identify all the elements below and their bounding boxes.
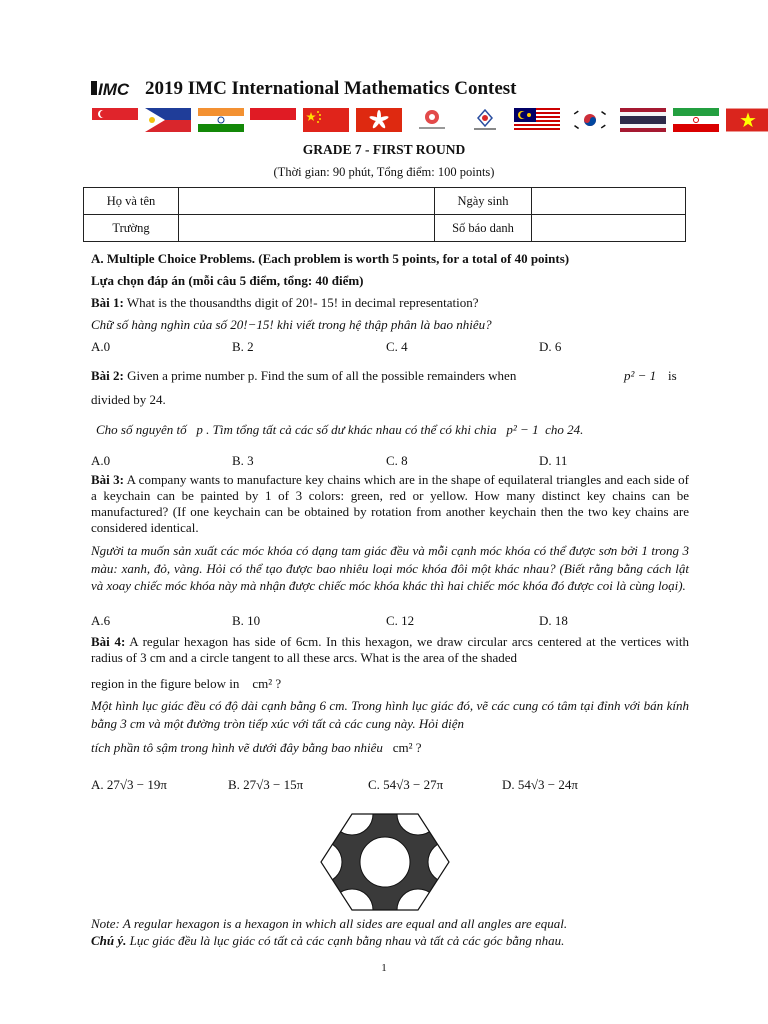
problem-4-option-d[interactable]: D. 54√3 − 24π <box>502 777 578 792</box>
problem-2-option-d[interactable]: D. 11 <box>539 453 568 468</box>
problem-4-option-b[interactable]: B. 27√3 − 15π <box>228 777 304 792</box>
hong-kong-china-emblem-icon <box>409 108 455 132</box>
iran-flag-icon <box>673 108 719 132</box>
problem-4-vi: Một hình lục giác đều có độ dài cạnh bằng 6 cm. Trong hình lục giác đó, vẽ các cung có tâm tại đỉnh với bán kính bằng 3 cm và một đường tròn tiếp xúc với tất cả các cung này. Hỏi diện <box>91 698 689 731</box>
name-field[interactable] <box>179 188 435 215</box>
singapore-flag-icon <box>92 108 138 132</box>
problem-3-vi: Người ta muốn sản xuất các móc khóa có dạng tam giác đều và mỗi cạnh móc khóa có thể được sơn bởi 1 trong 3 màu: xanh, đỏ, vàng. Hỏi có thể tạo được bao nhiêu loại móc khóa đôi một khác nhau? (Biết rằng bằng cách lật và xoay chiếc móc khóa này mà nhận được chiếc móc khóa khác thì hai chiếc móc khóa đó được coi là cùng loại). <box>91 543 689 593</box>
malaysia-flag-icon <box>514 108 560 132</box>
problem-4-en-cont: region in the figure below in cm² ? <box>91 676 282 691</box>
problem-4-option-c[interactable]: C. 54√3 − 27π <box>368 777 444 792</box>
note-en: Note: A regular hexagon is a hexagon in which all sides are equal and all angles are equal. <box>91 916 568 931</box>
school-field[interactable] <box>179 215 435 242</box>
philippines-flag-icon <box>145 108 191 132</box>
grade-title: GRADE 7 - FIRST ROUND <box>302 142 466 157</box>
indonesia-flag-icon <box>250 108 296 132</box>
problem-2-en-is: is <box>668 368 677 383</box>
candidate-id-label: Số báo danh <box>435 215 532 242</box>
problem-2-en-cont: divided by 24. <box>91 392 166 407</box>
problem-2-option-c[interactable]: C. 8 <box>386 453 408 468</box>
vietnam-flag-icon <box>726 108 768 132</box>
page-number: 1 <box>381 962 387 974</box>
problem-3-option-d[interactable]: D. 18 <box>539 613 568 628</box>
candidate-id-field[interactable] <box>532 215 686 242</box>
problem-1-option-a[interactable]: A.0 <box>91 339 111 354</box>
china-flag-icon <box>303 108 349 132</box>
problem-4-vi-cont: tích phần tô sậm trong hình vẽ dưới đây bằng bao nhiêu cm² ? <box>91 740 422 755</box>
thailand-flag-icon <box>620 108 666 132</box>
problem-1-vi: Chữ số hàng nghìn của số 20!−15! khi viết trong hệ thập phân là bao nhiêu? <box>91 317 492 332</box>
flag-row <box>92 108 742 132</box>
problem-1-en: Bài 1: What is the thousandths digit of 20!- 15! in decimal representation? <box>91 295 479 310</box>
problem-2-math: p² − 1 <box>624 368 657 383</box>
section-a-title-vi: Lựa chọn đáp án (mỗi câu 5 điểm, tổng: 40 điểm) <box>91 273 364 288</box>
note-vi: Chú ý. Lục giác đều là lục giác có tất cả các cạnh bằng nhau và tất cả các góc bằng nhau. <box>91 933 565 948</box>
problem-3-option-a[interactable]: A.6 <box>91 613 111 628</box>
problem-4-en: Bài 4: A regular hexagon has side of 6cm. In this hexagon, we draw circular arcs centered at the vertices with radius of 3 cm and a circle tangent to all these arcs. What is the area of the shaded <box>91 634 689 665</box>
problem-1-option-b[interactable]: B. 2 <box>232 339 254 354</box>
chinese-taipei-emblem-icon <box>462 108 508 132</box>
section-a-title-en: A. Multiple Choice Problems. (Each problem is worth 5 points, for a total of 40 points) <box>91 251 570 266</box>
exam-info-subtitle: (Thời gian: 90 phút, Tổng điểm: 100 points) <box>273 165 495 179</box>
contest-title: IMC 2019 IMC International Mathematics Contest <box>91 78 517 100</box>
problem-4-option-a[interactable]: A. 27√3 − 19π <box>91 777 167 792</box>
south-korea-flag-icon <box>567 108 613 132</box>
hong-kong-flag-icon <box>356 108 402 132</box>
school-label: Trường <box>84 215 179 242</box>
dob-label: Ngày sinh <box>435 188 532 215</box>
problem-1-option-c[interactable]: C. 4 <box>386 339 408 354</box>
student-info-table <box>83 187 686 242</box>
problem-2-en: Bài 2: Given a prime number p. Find the sum of all the possible remainders when <box>91 368 517 383</box>
hexagon-figure <box>318 812 452 912</box>
problem-1-option-d[interactable]: D. 6 <box>539 339 562 354</box>
problem-3-option-c[interactable]: C. 12 <box>386 613 415 628</box>
dob-field[interactable] <box>532 188 686 215</box>
problem-2-option-b[interactable]: B. 3 <box>232 453 254 468</box>
india-flag-icon <box>198 108 244 132</box>
svg-text:IMC: IMC <box>98 79 130 98</box>
problem-2-vi: Cho số nguyên tố p . Tìm tổng tất cả các số dư khác nhau có thể có khi chia p² − 1 cho 24. <box>96 422 584 437</box>
problem-2-option-a[interactable]: A.0 <box>91 453 111 468</box>
imc-logo-icon <box>91 78 139 98</box>
problem-3-option-b[interactable]: B. 10 <box>232 613 261 628</box>
name-label: Họ và tên <box>84 188 179 215</box>
problem-3-en: Bài 3: A company wants to manufacture key chains which are in the shape of equilateral triangles and each side of a keychain can be painted by 1 of 3 colors: green, red or yellow. How many distinct key chains can be manufactured? (If one keychain can be obtained by rotation from another keychain then the two key chains are considered identical. <box>91 472 689 535</box>
